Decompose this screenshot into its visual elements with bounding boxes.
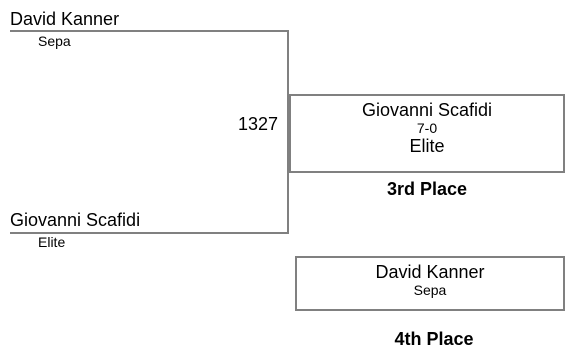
bottom-competitor-team: Elite bbox=[38, 234, 66, 250]
match-score: 7-0 bbox=[416, 120, 438, 136]
top-competitor-name: David Kanner bbox=[10, 9, 120, 29]
bottom-bracket-line bbox=[10, 232, 289, 234]
bottom-competitor-name: Giovanni Scafidi bbox=[10, 210, 141, 230]
third-place-label: 3rd Place bbox=[386, 179, 468, 199]
third-place-winner-name: Giovanni Scafidi bbox=[361, 100, 493, 120]
fourth-place-team: Sepa bbox=[413, 282, 447, 298]
third-place-team: Elite bbox=[409, 136, 445, 156]
fourth-place-label: 4th Place bbox=[394, 329, 474, 349]
top-competitor-team: Sepa bbox=[38, 33, 71, 49]
fourth-place-name: David Kanner bbox=[375, 262, 485, 282]
third-place-result-box bbox=[289, 94, 565, 173]
fourth-place-result-box bbox=[295, 256, 565, 311]
bout-number: 1327 bbox=[237, 114, 278, 134]
top-bracket-line bbox=[10, 30, 289, 32]
